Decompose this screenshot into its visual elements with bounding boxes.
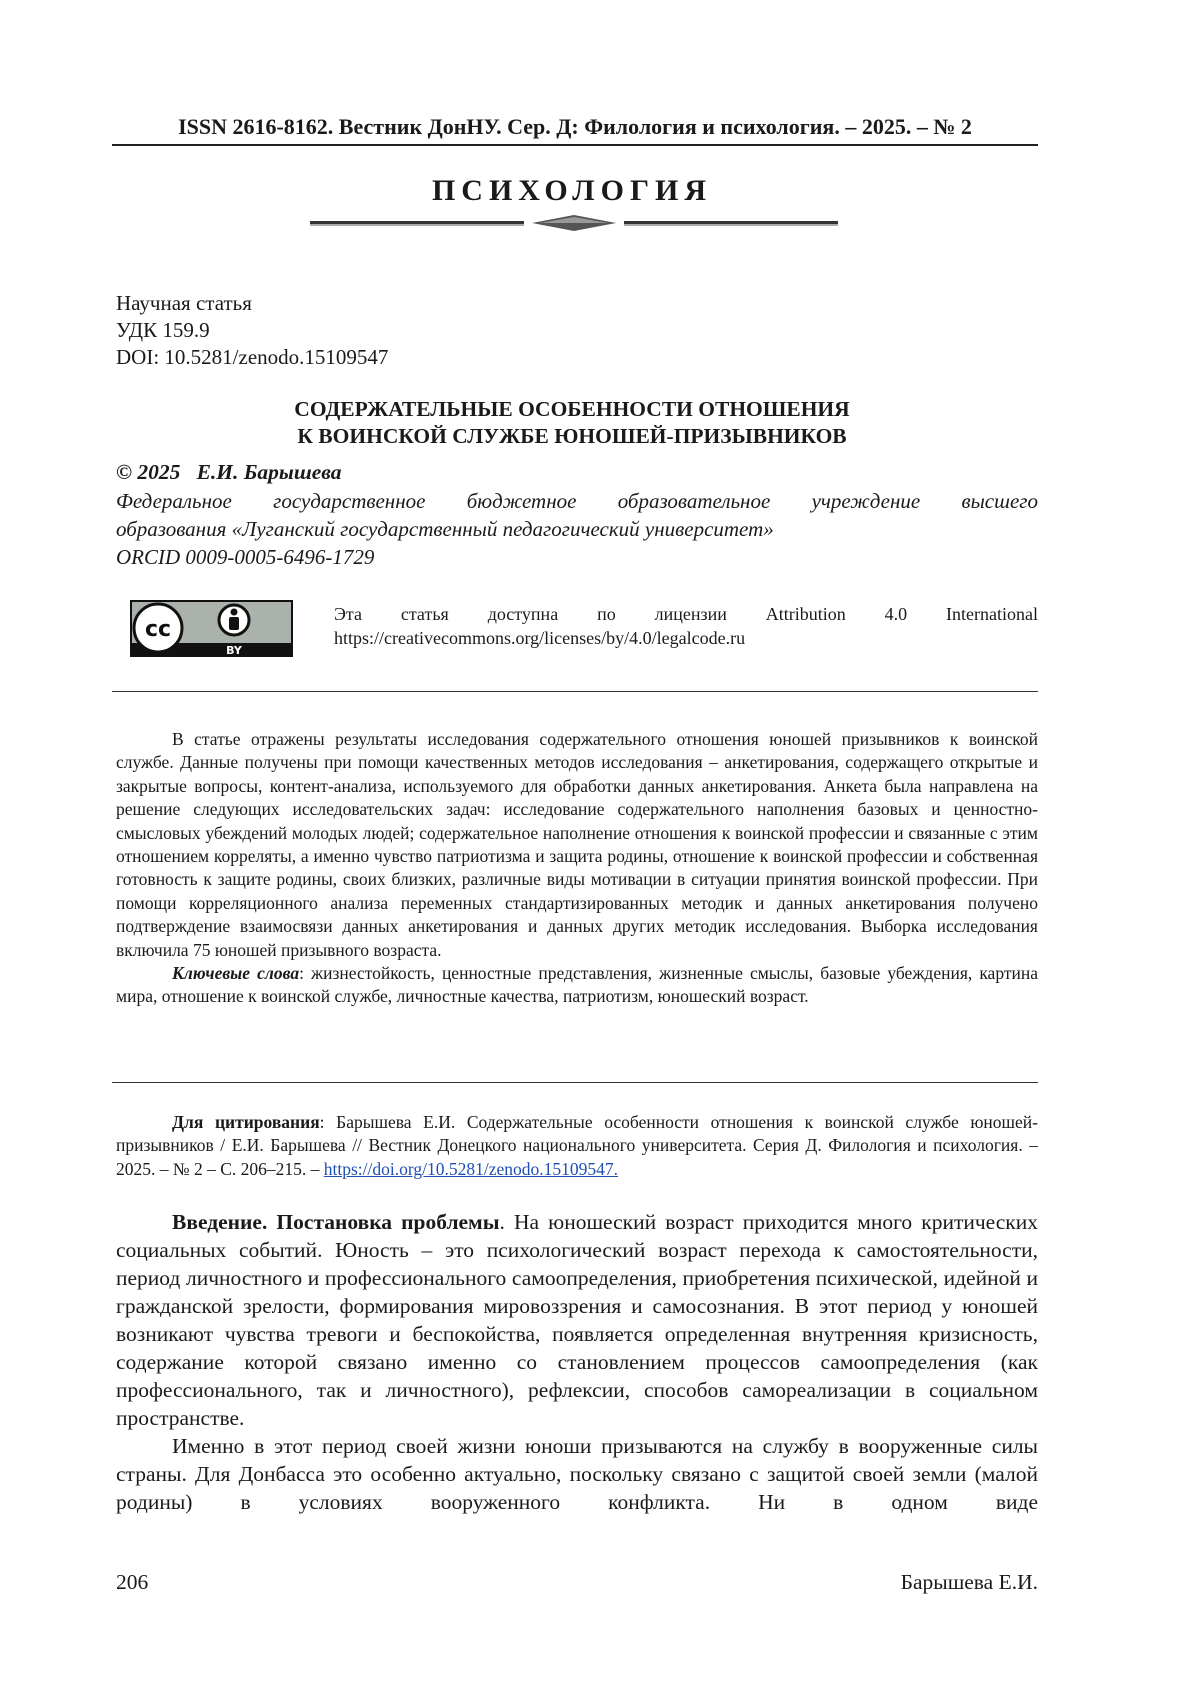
affiliation-line1: Федеральное государственное бюджетное образовательное учреждение высшего: [116, 489, 1038, 513]
page-number: 206: [116, 1570, 149, 1594]
journal-header: ISSN 2616-8162. Вестник ДонНУ. Сер. Д: Филология и психология. – 2025. – № 2: [112, 114, 1038, 146]
divider: [112, 1082, 1038, 1083]
author-name: Е.И. Барышева: [196, 460, 342, 484]
license-line1: Эта статья доступна по лицензии Attribution 4.0 International: [334, 604, 1038, 624]
affiliation: [116, 487, 1038, 571]
abstract-text: В статье отражены результаты исследования содержательного отношения юношей призывников к воинской службе. Данные получены при помощи качественных методов исследования – анкетирования, содержащего открытые и закрытые вопросы, контент-анализа, используемого для обработки данных анкетирования. Анкета была направлена на решение следующих исследовательских задач: исследование содержательного наполнения базовых и ценностно-смысловых убеждений молодых людей; содержательное наполнение отношения к воинской профессии и связанные с этим отношением корреляты, а именно чувство патриотизма и защита родины, отношение к воинской профессии и собственная готовность к защите родины, своих близких, различные виды мотивации в ситуации принятия воинской профессии. При помощи корреляционного анализа переменных стандартизированных методик и данных анкетирования получено подтверждение взаимосвязи данных анкетирования и данных других методик исследования. Выборка исследования включила 75 юношей призывного возраста.: [116, 729, 1038, 960]
section-title: ПСИХОЛОГИЯ: [431, 174, 713, 207]
body-paragraph-2: Именно в этот период своей жизни юноши призываются на службу в вооруженные силы страны. Для Донбасса это особенно актуально, поскольку связано с защитой своей земли (малой родины) в условиях вооруженного конфликта. Ни в одном виде: [116, 1434, 1038, 1514]
keywords: [116, 962, 1038, 1009]
author-line: [116, 460, 342, 485]
cc-by-license-badge[interactable]: [130, 600, 293, 657]
article-title: [150, 396, 994, 450]
article-title-line1: СОДЕРЖАТЕЛЬНЫЕ ОСОБЕННОСТИ ОТНОШЕНИЯ: [294, 397, 850, 421]
cc-icon-label: cc: [144, 617, 172, 642]
citation-label: Для цитирования: [172, 1112, 320, 1132]
keywords-list: : жизнестойкость, ценностные представления, жизненные смыслы, базовые убеждения, картина мира, отношение к воинской службе, личностные качества, патриотизм, юношеский возраст.: [116, 963, 1038, 1007]
footer-author: Барышева Е.И.: [900, 1570, 1038, 1594]
body-paragraph-1: [116, 1208, 1038, 1432]
divider: [112, 691, 1038, 692]
by-label: BY: [226, 644, 242, 657]
citation-text: : Барышева Е.И. Содержательные особенности отношения к воинской службе юношей-призывников / Е.И. Барышева // Вестник Донецкого национального университета. Серия Д. Филология и психология. – 2025. – № 2 – С. 206–215. –: [116, 1112, 1038, 1179]
citation-doi-link[interactable]: https://doi.org/10.5281/zenodo.15109547.: [323, 1158, 619, 1179]
copyright: © 2025: [116, 460, 181, 484]
article-type: Научная статья: [116, 291, 252, 315]
abstract: [116, 728, 1038, 1009]
affiliation-line2: образования «Луганский государственный педагогический университет»: [116, 517, 774, 541]
doi: DOI: 10.5281/zenodo.15109547: [116, 345, 389, 369]
license-text: [334, 602, 1038, 650]
citation: [116, 1111, 1038, 1181]
orcid: ORCID 0009-0005-6496-1729: [116, 545, 375, 569]
keywords-label: Ключевые слова: [172, 963, 300, 984]
section-ornament: [310, 214, 838, 232]
license-url[interactable]: https://creativecommons.org/licenses/by/4.0/legalcode.ru: [334, 628, 746, 648]
udc: УДК 159.9: [116, 318, 210, 342]
article-body: [116, 1208, 1038, 1516]
article-title-line2: К ВОИНСКОЙ СЛУЖБЕ ЮНОШЕЙ-ПРИЗЫВНИКОВ: [297, 424, 847, 448]
section-heading: Введение. Постановка проблемы: [172, 1210, 500, 1234]
paragraph-text: . На юношеский возраст приходится много критических социальных событий. Юность – это психологический возраст перехода к самостоятельности, период личностного и профессионального самоопределения, приобретения психической, идейной и гражданской зрелости, формирования мировоззрения и самосознания. В этот период у юношей возникают чувства тревоги и беспокойства, появляется определенная внутренняя кризисность, содержание которой связано именно со становлением процессов самоопределения (как профессионального, так и личностного), рефлексии, способов самореализации в социальном пространстве.: [116, 1210, 1038, 1430]
